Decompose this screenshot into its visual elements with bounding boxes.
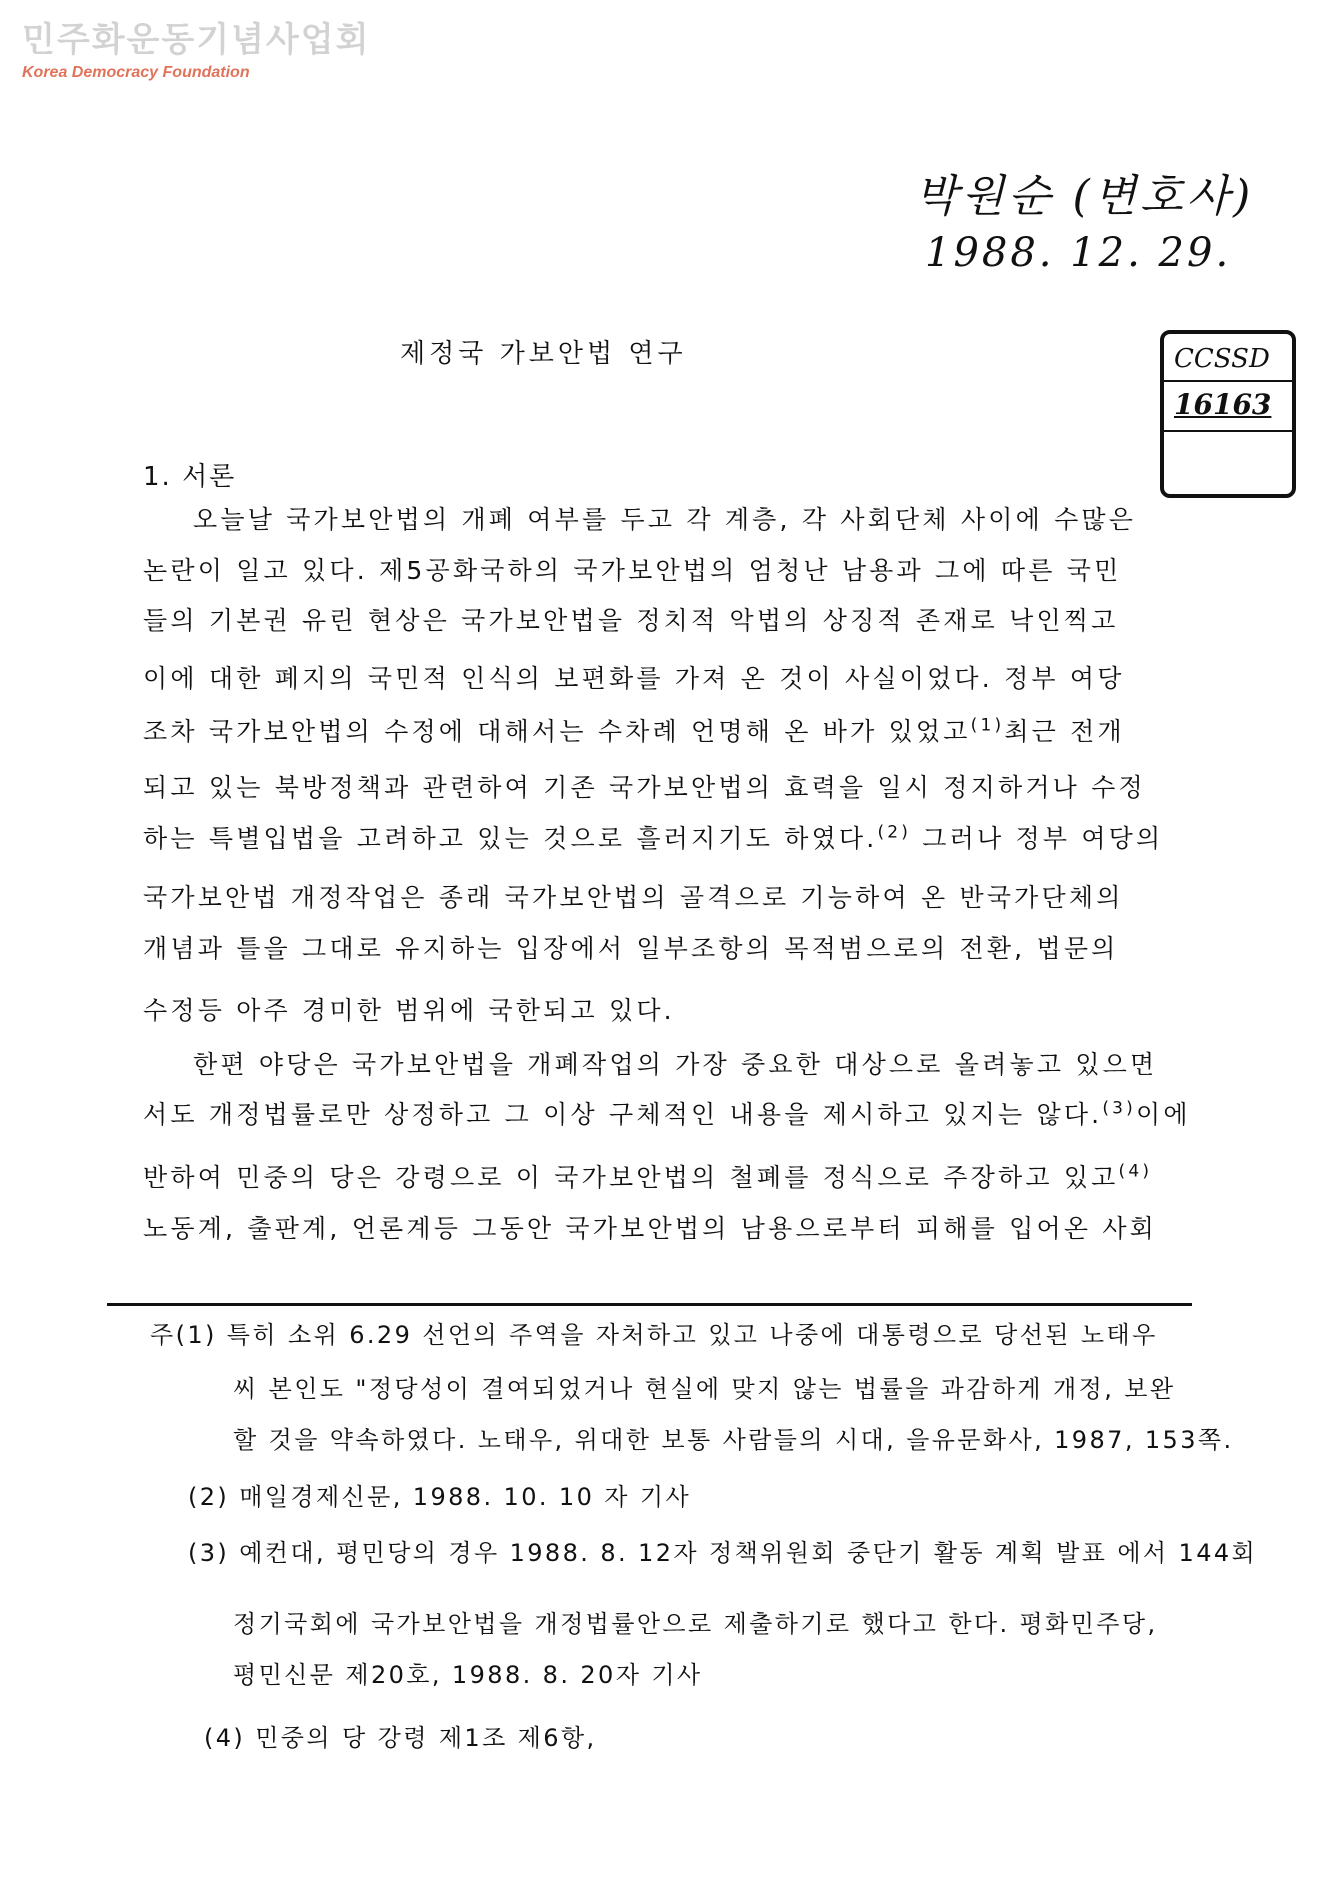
archive-stamp: [1160, 330, 1296, 498]
body-line: 한편 야당은 국가보안법을 개폐작업의 가장 중요한 대상으로 올려놓고 있으면: [193, 1050, 1158, 1079]
watermark-english: Korea Democracy Foundation: [22, 64, 250, 81]
footnote-line: (3) 예컨대, 평민당의 경우 1988. 8. 12자 정책위원회 중단기 활동 계획 발표 에서 144회: [188, 1539, 1258, 1567]
footnote-separator: [107, 1303, 1192, 1306]
body-line: 서도 개정법률로만 상정하고 그 이상 구체적인 내용을 제시하고 있지는 않다.$^{(3)}$이에: [143, 1098, 1191, 1129]
body-line: 노동계, 출판계, 언론계등 그동안 국가보안법의 남용으로부터 피해를 입어온 사회: [143, 1214, 1158, 1243]
body-line: 논란이 일고 있다. 제5공화국하의 국가보안법의 엄청난 남용과 그에 따른 국민: [143, 556, 1122, 585]
stamp-number: 16163: [1174, 388, 1272, 421]
stamp-divider: [1164, 380, 1292, 382]
body-line: 국가보안법 개정작업은 종래 국가보안법의 골격으로 기능하여 온 반국가단체의: [143, 883, 1124, 912]
footnote-line: (2) 매일경제신문, 1988. 10. 10 자 기사: [188, 1483, 692, 1511]
footnote-ref: (4): [1118, 1161, 1153, 1182]
footnote-line: 씨 본인도 "정당성이 결여되었거나 현실에 맞지 않는 법률을 과감하게 개정, 보완: [233, 1375, 1176, 1403]
body-line: 하는 특별입법을 고려하고 있는 것으로 흘러지기도 하였다.$^{(2)}$ 그러나 정부 여당의: [143, 822, 1164, 853]
footnote-line: 정기국회에 국가보안법을 개정법률안으로 제출하기로 했다고 한다. 평화민주당,: [233, 1610, 1158, 1638]
footnote-ref: (3): [1102, 1098, 1137, 1119]
footnote-line: 할 것을 약속하였다. 노태우, 위대한 보통 사람들의 시대, 을유문화사, 1987, 153쪽.: [233, 1426, 1234, 1454]
stamp-code: CCSSD: [1174, 344, 1270, 374]
body-line: 되고 있는 북방정책과 관련하여 기존 국가보안법의 효력을 일시 정지하거나 수정: [143, 773, 1146, 802]
handwritten-date: 1988. 12. 29.: [925, 230, 1232, 276]
stamp-divider-lower: [1164, 430, 1292, 432]
body-line: 수정등 아주 경미한 범위에 국한되고 있다.: [143, 996, 675, 1025]
foundation-watermark: [22, 20, 370, 82]
handwritten-author: 박원순 (변호사): [915, 171, 1255, 222]
watermark-korean: 민주화운동기념사업회: [22, 20, 371, 60]
footnote-line: 평민신문 제20호, 1988. 8. 20자 기사: [233, 1661, 703, 1689]
document-title: 제정국 가보안법 연구: [400, 339, 687, 369]
footnote-line: (4) 민중의 당 강령 제1조 제6항,: [204, 1724, 597, 1752]
body-line: 이에 대한 폐지의 국민적 인식의 보편화를 가져 온 것이 사실이었다. 정부 여당: [143, 664, 1125, 693]
body-line: 반하여 민중의 당은 강령으로 이 국가보안법의 철폐를 정식으로 주장하고 있고$^{(4)}$: [143, 1161, 1153, 1192]
section-heading: 1. 서론: [143, 462, 237, 492]
footnote-ref: (1): [970, 715, 1005, 736]
body-line: 조차 국가보안법의 수정에 대해서는 수차례 언명해 온 바가 있었고$^{(1)}$최근 전개: [143, 715, 1125, 746]
footnote-line: 주(1) 특히 소위 6.29 선언의 주역을 자처하고 있고 나중에 대통령으로 당선된 노태우: [150, 1321, 1158, 1349]
body-line: 오늘날 국가보안법의 개폐 여부를 두고 각 계층, 각 사회단체 사이에 수많은: [193, 505, 1137, 534]
footnote-ref: (2): [877, 822, 912, 843]
body-line: 개념과 틀을 그대로 유지하는 입장에서 일부조항의 목적범으로의 전환, 법문의: [143, 934, 1119, 963]
body-line: 들의 기본권 유린 현상은 국가보안법을 정치적 악법의 상징적 존재로 낙인찍고: [143, 606, 1119, 635]
